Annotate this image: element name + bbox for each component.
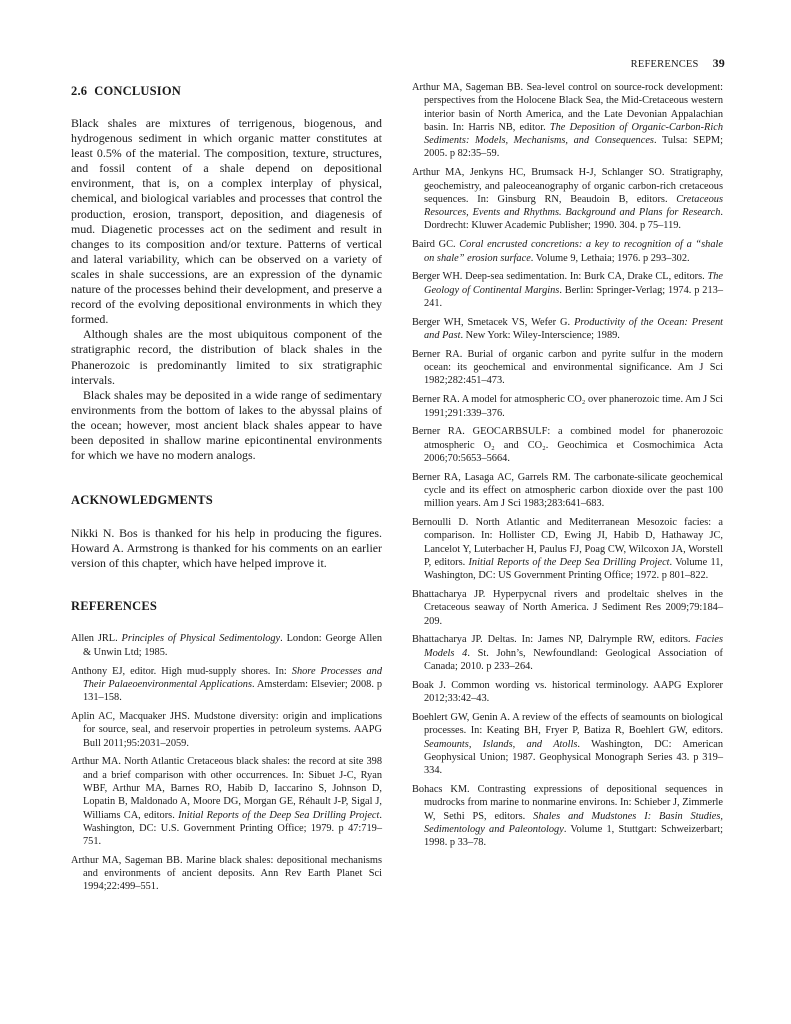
reference-text: . Washington, DC: U.S. Government Printing Office; 1979. p 47:719–751. bbox=[83, 809, 382, 848]
reference-text: . Volume 9, Lethaia; 1976. p 293–302. bbox=[530, 252, 690, 264]
reference-title: Facies Models 4 bbox=[424, 634, 723, 659]
reference-text: Aplin AC, Macquaker JHS. Mudstone diversity: origin and implications for source, seal, and reservoir properties in petroleum systems. AAPG Bull 2011;95:2031–2059. bbox=[71, 710, 382, 749]
reference-entry bbox=[412, 348, 723, 388]
reference-text: . Amsterdam: Elsevier; 2008. p 131–158. bbox=[83, 678, 382, 704]
reference-text: Bhattacharya JP. Deltas. In: James NP, Dalrymple RW, editors. bbox=[412, 634, 696, 646]
reference-text: . New York: Wiley-Interscience; 1989. bbox=[460, 330, 620, 342]
reference-entry bbox=[412, 679, 723, 706]
reference-text: . Volume 11, Washington, DC: US Government Printing Office; 1972. p 801–822. bbox=[424, 557, 723, 582]
reference-entry bbox=[412, 270, 723, 310]
reference-text: Baird GC. bbox=[412, 239, 460, 251]
reference-entry bbox=[71, 854, 382, 894]
reference-title: The Geology of Continental Margins bbox=[424, 271, 723, 296]
reference-entry bbox=[412, 238, 723, 265]
reference-text: Berner RA. GEOCARBSULF: a combined model for phanerozoic atmospheric O₂ and CO₂. Geochimica et Cosmochimica Acta 2006;70:5653–5664. bbox=[412, 426, 723, 464]
running-head-label: REFERENCES bbox=[630, 59, 699, 70]
reference-title: Shales and Mudstones I: Basin Studies, Sedimentology and Paleontology bbox=[424, 810, 723, 835]
reference-text: Arthur MA, Jenkyns HC, Brumsack H-J, Schlanger SO. Stratigraphy, geochemistry, and paleoceanography of organic carbon-rich cretaceous sequences. In: Ginsburg RN, Beaudoin B, editors. bbox=[412, 167, 723, 205]
reference-text: . Washington, DC: American Geophysical Union; 1987. Geophysical Monograph Series 43. p 319–334. bbox=[424, 738, 723, 777]
reference-text: Berner RA. Burial of organic carbon and pyrite sulfur in the modern ocean: its geochemical and environmental significance. Am J Sci 1982;282:451–473. bbox=[412, 348, 723, 387]
reference-entry bbox=[412, 783, 723, 849]
conclusion-paragraph: Black shales may be deposited in a wide range of sedimentary environments from the bottom of lakes to the abyssal plains of the ocean; however, most ancient black shales appear to have been deposited in shallow marine epicontinental environments for which we have no modern analogs. bbox=[71, 387, 382, 463]
reference-title: Cretaceous Resources, Events and Rhythms. Background and Plans for Research bbox=[424, 193, 723, 219]
reference-text: Boehlert GW, Genin A. A review of the effects of seamounts on biological processes. In: Keating BH, Fryer P, Batiza R, Boehlert GW, editors. bbox=[412, 711, 723, 737]
left-column bbox=[71, 84, 382, 899]
reference-text: . Volume 1, Stuttgart: Schweizerbart; 1998. p 33–78. bbox=[424, 823, 723, 849]
reference-entry bbox=[71, 665, 382, 705]
references-list-right bbox=[412, 81, 723, 849]
reference-title: Principles of Physical Sedimentology bbox=[121, 633, 281, 645]
page-number: 39 bbox=[712, 56, 725, 70]
reference-text: . London: George Allen & Unwin Ltd; 1985. bbox=[83, 633, 382, 658]
reference-entry bbox=[412, 633, 723, 673]
reference-text: . Berlin: Springer-Verlag; 1974. p 213–241. bbox=[424, 284, 723, 309]
section-title: CONCLUSION bbox=[94, 84, 181, 98]
reference-title: Shore Processes and Their Palaeoenvironmental Applications bbox=[83, 665, 382, 690]
reference-entry bbox=[412, 81, 723, 161]
reference-title: Initial Reports of the Deep Sea Drilling Project bbox=[468, 557, 670, 568]
reference-entry bbox=[412, 471, 723, 511]
reference-entry bbox=[412, 393, 723, 420]
reference-text: Bernoulli D. North Atlantic and Mediterranean Mesozoic facies: a comparison. In: Hollister CD, Ewing JI, Habib D, Hathaway JC, Lancelot Y, Luterbacher H, Paulus FJ, Poag CW, Wilcoxon JA, Worstell P, editors. bbox=[412, 517, 723, 568]
reference-text: . Tulsa: SEPM; 2005. p 82:35–59. bbox=[424, 135, 723, 160]
reference-text: Berner RA. A model for atmospheric CO₂ over phanerozoic time. Am J Sci 1991;291:339–376. bbox=[412, 394, 723, 419]
reference-text: Boak J. Common wording vs. historical terminology. AAPG Explorer 2012;33:42–43. bbox=[412, 679, 723, 705]
conclusion-heading bbox=[71, 84, 382, 99]
section-number: 2.6 bbox=[71, 84, 88, 98]
conclusion-paragraph: Black shales are mixtures of terrigenous, biogenous, and hydrogenous sediment in which organic matter constitutes at least 0.5% of the material. The composition, texture, structures, and fossil content of a shale depend on depositional environment, that is, on a complex interplay of physical, chemical, and biological variables and processes that control the production, erosion, transport, deposition, and diagenesis of mud. Diagenetic processes act on the sediment and result in changes to its composition and/or texture. Patterns of vertical and lateral variability, which can be observed on a variety of scales in shale successions, are an expression of the dynamic nature of the processes behind their development, and preserve a record of the evolving depositional environments in which they formed. bbox=[71, 116, 382, 327]
reference-text: Anthony EJ, editor. High mud-supply shores. In: bbox=[71, 665, 292, 677]
conclusion-paragraph: Although shales are the most ubiquitous component of the stratigraphic record, the distribution of black shales in the Phanerozoic is predominantly limited to six stratigraphic intervals. bbox=[71, 327, 382, 387]
reference-entry bbox=[412, 166, 723, 232]
reference-entry bbox=[412, 516, 723, 582]
reference-text: . St. John’s, Newfoundland: Geological Association of Canada; 2010. p 233–264. bbox=[424, 647, 723, 673]
reference-title: Coral encrusted concretions: a key to recognition of a “shale on shale” erosion surface bbox=[424, 239, 723, 264]
reference-entry bbox=[412, 425, 723, 465]
references-heading: REFERENCES bbox=[71, 599, 158, 614]
acknowledgments-heading: ACKNOWLEDGMENTS bbox=[71, 493, 213, 508]
reference-title: The Deposition of Organic-Carbon-Rich Sediments: Models, Mechanisms, and Consequences bbox=[424, 121, 723, 147]
acknowledgments-text: Nikki N. Bos is thanked for his help in producing the figures. Howard A. Armstrong is thanked for his comments on an earlier version of this chapter, which have helped improve it. bbox=[71, 526, 382, 571]
reference-text: Arthur MA, Sageman BB. Marine black shales: depositional mechanisms and environments of ancient deposits. Ann Rev Earth Planet Sci 1994;22:499–551. bbox=[71, 854, 382, 893]
reference-entry bbox=[412, 316, 723, 343]
running-head bbox=[560, 56, 725, 71]
reference-text: Berner RA, Lasaga AC, Garrels RM. The carbonate-silicate geochemical cycle and its effect on atmospheric carbon dioxide over the past 100 million years. Am J Sci 1983;283:641–683. bbox=[412, 471, 723, 510]
right-column bbox=[412, 81, 723, 855]
reference-entry bbox=[412, 588, 723, 628]
references-list-left bbox=[71, 632, 382, 893]
reference-entry bbox=[71, 632, 382, 659]
reference-text: . Dordrecht: Kluwer Academic Publisher; 1990. 304. p 75–119. bbox=[424, 207, 723, 232]
reference-entry bbox=[71, 755, 382, 848]
reference-text: Arthur MA, Sageman BB. Sea-level control on source-rock development: perspectives from the Holocene Black Sea, the Mid-Cretaceous western interior basin of North America, and the Late Devonian Appalachian basin. In: Harris NB, editor. bbox=[412, 82, 723, 133]
reference-text: Bohacs KM. Contrasting expressions of depositional sequences in mudrocks from marine to nonmarine environs. In: Schieber J, Zimmerle W, Sethi PS, editors. bbox=[412, 783, 723, 822]
reference-text: Berger WH. Deep-sea sedimentation. In: Burk CA, Drake CL, editors. bbox=[412, 271, 708, 283]
reference-text: Berger WH, Smetacek VS, Wefer G. bbox=[412, 316, 575, 328]
reference-text: Allen JRL. bbox=[71, 633, 122, 645]
reference-text: Arthur MA. North Atlantic Cretaceous black shales: the record at site 398 and a brief comparison with other occurrences. In: Sibuet J-C, Ryan WBF, Arthur MA, Barnes RO, Habib D, Iaccarino S, Johnson D, Lopatin B, Maldonado A, Moore DG, Morgan GE, Réhault J-P, Sigal J, Williams CA, editors. bbox=[71, 756, 382, 821]
reference-title: Seamounts, Islands, and Atolls bbox=[424, 738, 578, 750]
reference-title: Productivity of the Ocean: Present and Past bbox=[424, 316, 723, 342]
reference-entry bbox=[412, 711, 723, 777]
reference-title: Initial Reports of the Deep Sea Drilling Project bbox=[178, 809, 380, 821]
reference-entry bbox=[71, 710, 382, 750]
reference-text: Bhattacharya JP. Hyperpycnal rivers and prodeltaic shelves in the Cretaceous seaway of North America. J Sediment Res 2009;79:184–209. bbox=[412, 589, 723, 627]
